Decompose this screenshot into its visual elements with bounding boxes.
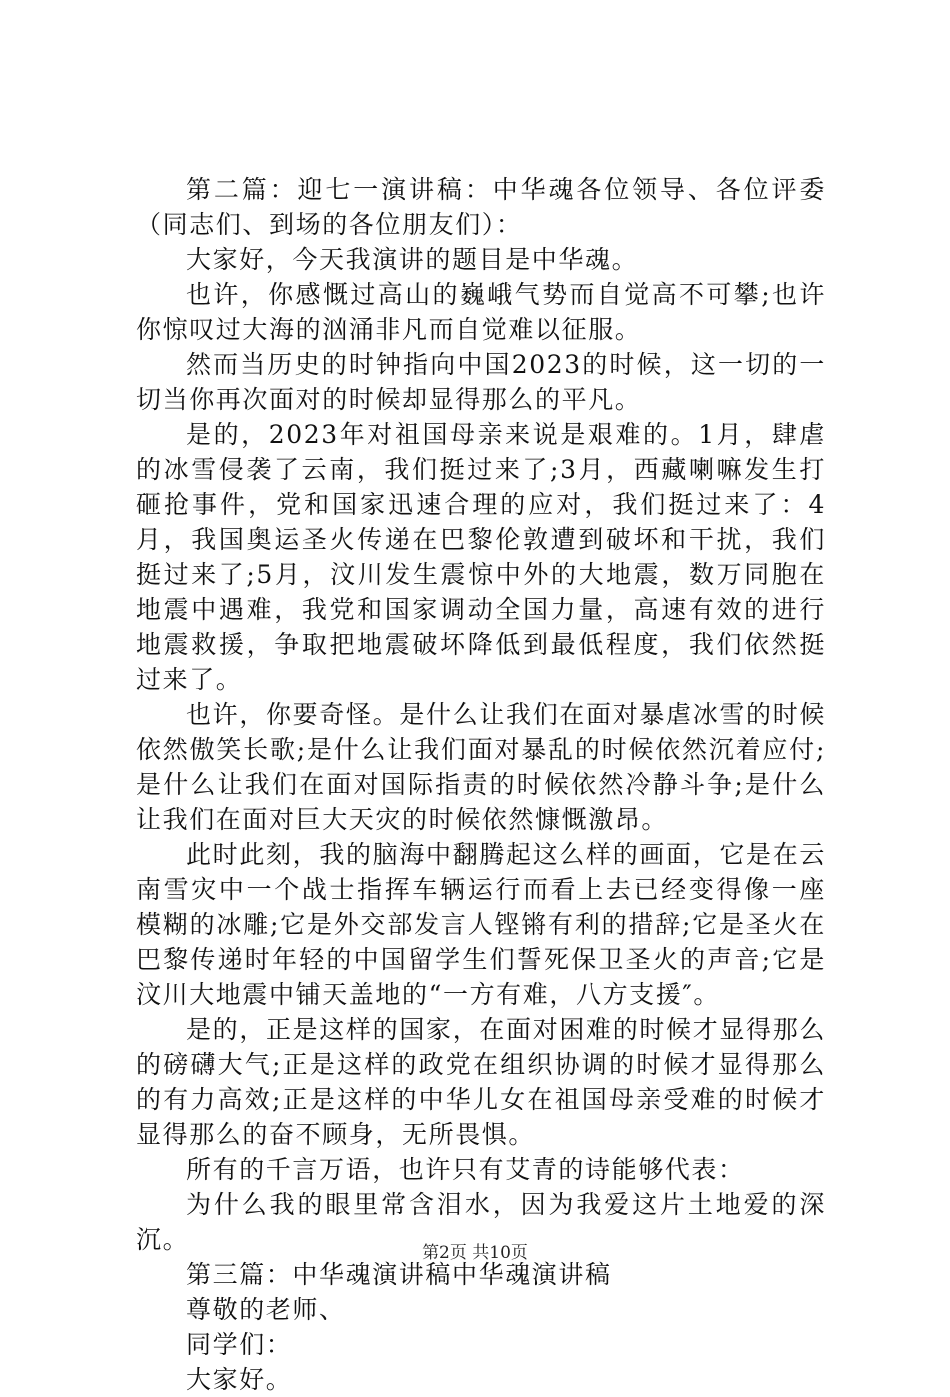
paragraph-greeting: 大家好，今天我演讲的题目是中华魂。 <box>186 245 639 274</box>
paragraph: 此时此刻，我的脑海中翻腾起这么样的画面，它是在云南雪灾中一个战士指挥车辆运行而看上去已经变得像一座模糊的冰雕;它是外交部发言人铿锵有利的措辞;它是圣火在巴黎传递时年轻的中国留学生们誓死保卫圣火的声音;它是汶川大地震中铺天盖地的“一方有难，八方支援″。 <box>136 840 826 1009</box>
paragraph-salutation: 尊敬的老师、 <box>186 1295 346 1324</box>
paragraph: 然而当历史的时钟指向中国2023的时候，这一切的一切当你再次面对的时候却显得那么的平凡。 <box>136 350 826 414</box>
paragraph-heading-part-three: 第三篇：中华魂演讲稿中华魂演讲稿 <box>186 1260 612 1289</box>
paragraph-poem-quote: 为什么我的眼里常含泪水，因为我爱这片土地爱的深沉。 <box>136 1190 826 1254</box>
paragraph-heading-part-two: 第二篇：迎七一演讲稿：中华魂各位领导、各位评委（同志们、到场的各位朋友们）： <box>136 175 826 239</box>
paragraph: 是的，正是这样的国家，在面对困难的时候才显得那么的磅礴大气;正是这样的政党在组织协调的时候才显得那么的有力高效;正是这样的中华儿女在祖国母亲受难的时候才显得那么的奋不顾身，无所畏惧。 <box>136 1015 826 1149</box>
paragraph: 也许，你要奇怪。是什么让我们在面对暴虐冰雪的时候依然傲笑长歌;是什么让我们面对暴乱的时候依然沉着应付;是什么让我们在面对国际指责的时候依然冷静斗争;是什么让我们在面对巨大天灾的时候依然慷慨激昂。 <box>136 700 826 834</box>
paragraph-salutation: 同学们： <box>186 1330 293 1359</box>
document-body <box>136 172 826 1397</box>
paragraph: 也许，你感慨过高山的巍峨气势而自觉高不可攀;也许你惊叹过大海的汹涌非凡而自觉难以征服。 <box>136 280 826 344</box>
page-number-footer: 第2页 共10页 <box>422 1243 528 1263</box>
paragraph-greeting: 大家好。 <box>186 1365 293 1394</box>
paragraph: 是的，2023年对祖国母亲来说是艰难的。1月，肆虐的冰雪侵袭了云南，我们挺过来了;3月，西藏喇嘛发生打砸抢事件，党和国家迅速合理的应对，我们挺过来了：4月，我国奥运圣火传递在巴黎伦敦遭到破坏和干扰，我们挺过来了;5月，汶川发生震惊中外的大地震，数万同胞在地震中遇难，我党和国家调动全国力量，高速有效的进行地震救援，争取把地震破坏降低到最低程度，我们依然挺过来了。 <box>136 420 826 694</box>
paragraph: 所有的千言万语，也许只有艾青的诗能够代表： <box>186 1155 745 1184</box>
